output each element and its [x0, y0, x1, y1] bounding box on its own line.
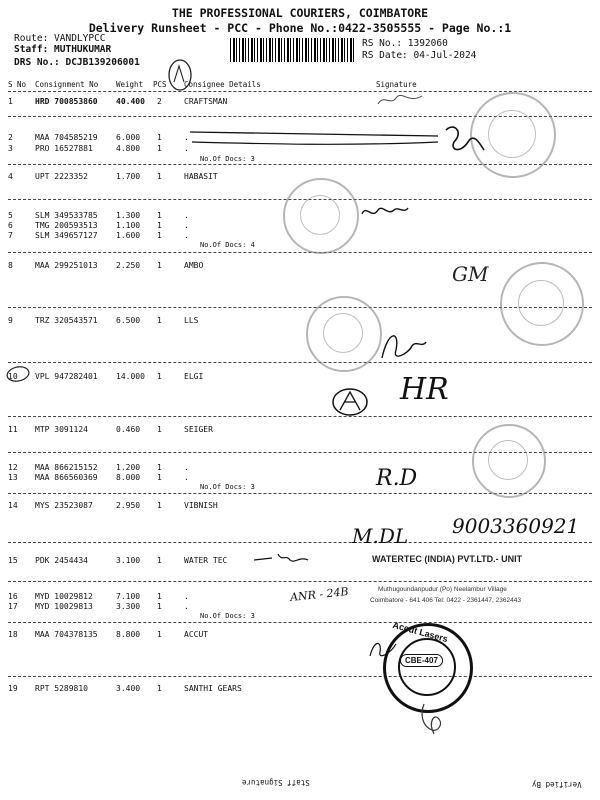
signature-row19 [418, 700, 448, 740]
row-consignee: CRAFTSMAN [184, 97, 228, 106]
row-consignment: SLM 349657127 [35, 231, 98, 240]
row-sno: 13 [8, 473, 18, 482]
signature-gm: GM [452, 262, 489, 286]
row-pcs: 1 [157, 556, 162, 565]
row-sno: 7 [8, 231, 13, 240]
col-consignee: Consignee Details [184, 80, 261, 89]
signature-row5-7 [360, 200, 410, 224]
row-consignment: TRZ 320543571 [35, 316, 98, 325]
row-consignment: PRO 16527881 [35, 144, 93, 153]
row-sno: 4 [8, 172, 13, 181]
row-sno: 14 [8, 501, 18, 510]
row-consignment: UPT 2223352 [35, 172, 88, 181]
signature-row2-3 [188, 120, 488, 165]
row-consignee: . [184, 473, 189, 482]
watertec-stamp-address: Muthugoundanpudur (Po) Neelambur Village [378, 586, 507, 593]
row-pcs: 1 [157, 463, 162, 472]
row-consignment: MTP 3091124 [35, 425, 88, 434]
row-sno: 16 [8, 592, 18, 601]
row-pcs: 1 [157, 221, 162, 230]
watertec-stamp-name: WATERTEC (INDIA) PVT.LTD.- UNIT [372, 554, 523, 564]
col-signature: Signature [376, 80, 417, 89]
row-pcs: 1 [157, 602, 162, 611]
row-pcs: 1 [157, 231, 162, 240]
row-consignment: MYS 23523087 [35, 501, 93, 510]
rs-date: RS Date: 04-Jul-2024 [362, 50, 477, 61]
row-weight: 1.700 [116, 172, 141, 181]
company-title: THE PROFESSIONAL COURIERS, COIMBATORE [171, 6, 429, 20]
row-consignee: SEIGER [184, 425, 213, 434]
barcode [230, 38, 355, 62]
row-consignment: HRD 700853860 [35, 97, 98, 106]
verified-by-label: Verified By [532, 780, 582, 789]
row-sno: 2 [8, 133, 13, 142]
row-pcs: 1 [157, 592, 162, 601]
row-consignment: MYD 10029812 [35, 592, 93, 601]
staff-label: Staff: MUTHUKUMAR [14, 44, 112, 55]
row-sno: 3 [8, 144, 13, 153]
row-pcs: 1 [157, 144, 162, 153]
row-pcs: 1 [157, 473, 162, 482]
row-consignee: . [184, 221, 189, 230]
row-sno: 6 [8, 221, 13, 230]
row-weight: 6.000 [116, 133, 141, 142]
signature-row10-mark [330, 384, 372, 420]
signature-row15 [252, 552, 312, 566]
row-consignment: MAA 866560369 [35, 473, 98, 482]
row-sno: 11 [8, 425, 18, 434]
accut-stamp-ring [398, 638, 456, 696]
row-consignee: AMBO [184, 261, 204, 270]
row-sno: 12 [8, 463, 18, 472]
row-divider [8, 676, 592, 677]
craftsman-stamp-inner [488, 110, 536, 158]
row-weight: 40.400 [116, 97, 145, 106]
row-pcs: 1 [157, 684, 162, 693]
row-consignee: SANTHI GEARS [184, 684, 242, 693]
row-consignee: . [184, 211, 189, 220]
row-pcs: 1 [157, 630, 162, 639]
doc-count: No.Of Docs: 3 [200, 612, 255, 620]
watertec-stamp-contact: Coimbatore - 641 406 Tel: 0422 - 2361447, 2362443 [370, 597, 521, 604]
row-pcs: 1 [157, 501, 162, 510]
row-weight: 1.600 [116, 231, 141, 240]
row-sno: 15 [8, 556, 18, 565]
row-divider [8, 416, 592, 417]
row-pcs: 2 [157, 97, 162, 106]
row-consignment: VPL 947282401 [35, 372, 98, 381]
row-consignment: RPT 5289810 [35, 684, 88, 693]
col-pcs: PCS [153, 80, 167, 89]
row-consignee: VIBNISH [184, 501, 218, 510]
seiger-stamp-inner [488, 440, 528, 480]
row-divider [8, 252, 592, 253]
row-divider [8, 542, 592, 543]
row-weight: 3.100 [116, 556, 141, 565]
signature-row1 [376, 92, 426, 108]
row-pcs: 1 [157, 172, 162, 181]
row-weight: 2.250 [116, 261, 141, 270]
row-consignment: MAA 299251013 [35, 261, 98, 270]
signature-rd: R.D [376, 466, 418, 491]
signature-row9 [378, 326, 428, 366]
row-consignment: TMG 200593513 [35, 221, 98, 230]
row-pcs: 1 [157, 372, 162, 381]
row-consignee: ELGI [184, 372, 204, 381]
row-consignment: MYD 10029813 [35, 602, 93, 611]
accut-stamp-text: Accut Lasers [391, 619, 449, 645]
row-sno: 5 [8, 211, 13, 220]
row-pcs: 1 [157, 133, 162, 142]
row-pcs: 1 [157, 316, 162, 325]
row-weight: 7.100 [116, 592, 141, 601]
drs-number: DRS No.: DCJB139206001 [14, 57, 140, 68]
habasit-stamp-inner [300, 195, 340, 235]
row-divider [8, 622, 592, 623]
row-weight: 6.500 [116, 316, 141, 325]
row-weight: 1.200 [116, 463, 141, 472]
handwritten-anr: ANR - 24B [289, 584, 350, 605]
row-weight: 0.460 [116, 425, 141, 434]
row-consignment: MAA 866215152 [35, 463, 98, 472]
accut-stamp-code: CBE-407 [400, 654, 443, 667]
signature-row18 [368, 636, 398, 662]
row-consignee: . [184, 144, 189, 153]
row-consignee: . [184, 463, 189, 472]
ampo-stamp-inner [518, 280, 564, 326]
row-consignee: . [184, 602, 189, 611]
row-sno: 17 [8, 602, 18, 611]
row-pcs: 1 [157, 425, 162, 434]
lls-stamp-inner [323, 313, 363, 353]
row-consignee: ACCUT [184, 630, 209, 639]
row-divider [8, 362, 592, 363]
doc-count: No.Of Docs: 4 [200, 241, 255, 249]
row-weight: 14.000 [116, 372, 145, 381]
row-pcs: 1 [157, 211, 162, 220]
row-consignment: SLM 349533785 [35, 211, 98, 220]
col-consignment: Consignment No [35, 80, 99, 89]
row-weight: 8.000 [116, 473, 141, 482]
row-consignee: LLS [184, 316, 199, 325]
row-consignment: MAA 704585219 [35, 133, 98, 142]
row-sno: 1 [8, 97, 13, 106]
row-consignee: . [184, 231, 189, 240]
row-weight: 4.800 [116, 144, 141, 153]
row-weight: 3.300 [116, 602, 141, 611]
signature-mdl: M.DL [352, 524, 409, 548]
row-sno: 8 [8, 261, 13, 270]
row-consignee: . [184, 592, 189, 601]
doc-count: No.Of Docs: 3 [200, 155, 255, 163]
row-weight: 1.100 [116, 221, 141, 230]
row-consignee: . [184, 133, 189, 142]
row-sno: 10 [8, 372, 18, 381]
row-consignment: PDK 2454434 [35, 556, 88, 565]
row-sno: 19 [8, 684, 18, 693]
col-weight: Weight [116, 80, 144, 89]
row-weight: 8.800 [116, 630, 141, 639]
row-weight: 2.950 [116, 501, 141, 510]
handwritten-phone: 9003360921 [452, 514, 580, 538]
row-consignee: WATER TEC [184, 556, 228, 565]
hand-circle-mark [4, 363, 32, 385]
signature-hr: HR [400, 372, 449, 407]
rs-number: RS No.: 1392060 [362, 38, 448, 49]
row-weight: 1.300 [116, 211, 141, 220]
runsheet-title: Delivery Runsheet - PCC - Phone No.:0422-3505555 - Page No.:1 [88, 21, 512, 35]
row-sno: 18 [8, 630, 18, 639]
staff-signature-label: Staff Signature [242, 778, 310, 787]
route-label: Route: VANDLYPCC [14, 33, 106, 44]
row-consignment: MAA 704378135 [35, 630, 98, 639]
row-pcs: 1 [157, 261, 162, 270]
row-divider [8, 581, 592, 582]
row-weight: 3.400 [116, 684, 141, 693]
row-consignee: HABASIT [184, 172, 218, 181]
col-sno: S No [8, 80, 27, 89]
row-sno: 9 [8, 316, 13, 325]
doc-count: No.Of Docs: 3 [200, 483, 255, 491]
